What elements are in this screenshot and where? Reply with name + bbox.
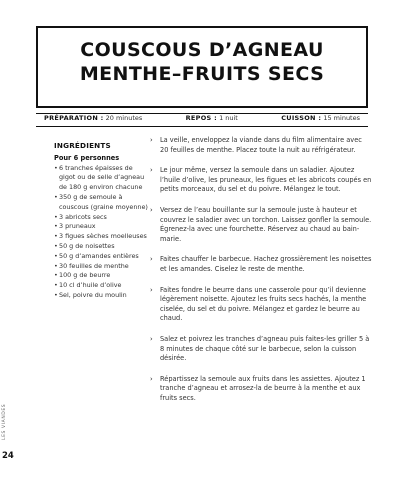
ingredient-item: • 30 feuilles de menthe xyxy=(54,262,149,272)
recipe-title-line-2: MENTHE–FRUITS SECS xyxy=(79,63,325,85)
step-item xyxy=(150,335,372,364)
step-item xyxy=(150,255,372,274)
step-arrow-icon: › xyxy=(150,334,153,343)
step-item xyxy=(150,166,372,195)
prep-time xyxy=(44,114,142,122)
title-box xyxy=(36,26,368,108)
rest-value: 1 nuit xyxy=(219,114,238,122)
step-arrow-icon: › xyxy=(150,285,153,294)
rest-label: REPOS : xyxy=(185,114,217,122)
step-text: Versez de l’eau bouillante sur la semoule juste à hauteur et couvrez le saladier avec un torchon. Laissez gonfler la semoule. Égrenez-la avec une fourchette. Réservez au chaud au bain-marie. xyxy=(160,205,372,243)
ingredient-item: • 6 tranches épaisses de gigot ou de selle d’agneau de 180 g environ chacune xyxy=(54,164,149,193)
step-arrow-icon: › xyxy=(150,255,153,264)
ingredient-item: • 50 g de noisettes xyxy=(54,242,149,252)
ingredients-panel xyxy=(54,141,149,301)
ingredient-item: • 3 abricots secs xyxy=(54,213,149,223)
step-text: Le jour même, versez la semoule dans un saladier. Ajoutez l’huile d’olive, les pruneaux, les figues et les abricots coupés en petits morceaux, du sel et du poivre. Mélangez le tout. xyxy=(160,166,372,194)
rest-time xyxy=(186,114,238,122)
page-number: 24 xyxy=(2,451,14,461)
cook-label: CUISSON : xyxy=(281,114,322,122)
ingredient-item: • 3 pruneaux xyxy=(54,222,149,232)
step-arrow-icon: › xyxy=(150,205,153,214)
ingredient-item: • Sel, poivre du moulin xyxy=(54,291,149,301)
step-item xyxy=(150,206,372,244)
ingredient-item: • 10 cl d’huile d’olive xyxy=(54,281,149,291)
prep-label: PRÉPARATION : xyxy=(44,114,104,122)
ingredient-item: • 100 g de beurre xyxy=(54,271,149,281)
step-arrow-icon: › xyxy=(150,374,153,383)
step-text: Salez et poivrez les tranches d’agneau puis faites-les griller 5 à 8 minutes de chaque côté sur le barbecue, selon la cuisson désirée. xyxy=(160,334,370,363)
ingredient-item: • 50 g d’amandes entières xyxy=(54,252,149,262)
step-text: Répartissez la semoule aux fruits dans les assiettes. Ajoutez 1 tranche d’agneau et arrosez-la de beurre à la menthe et aux fruits secs. xyxy=(160,374,366,402)
steps-panel xyxy=(150,136,372,414)
step-item xyxy=(150,136,372,155)
cook-value: 15 minutes xyxy=(323,114,360,122)
step-item xyxy=(150,286,372,324)
step-item xyxy=(150,375,372,404)
cook-time xyxy=(281,114,360,122)
step-text: Faites chauffer le barbecue. Hachez grossièrement les noisettes et les amandes. Ciselez le reste de menthe. xyxy=(160,255,372,273)
ingredient-list xyxy=(54,164,149,301)
recipe-meta xyxy=(44,114,360,122)
step-arrow-icon: › xyxy=(150,136,153,144)
step-arrow-icon: › xyxy=(150,166,153,175)
prep-value: 20 minutes xyxy=(105,114,143,122)
servings: Pour 6 personnes xyxy=(54,153,120,162)
recipe-title-line-1: COUSCOUS D’AGNEAU xyxy=(80,39,324,61)
section-label: LES VIANDES xyxy=(2,403,7,440)
meta-rule-bottom xyxy=(36,126,368,127)
ingredient-item: • 3 figues sèches moelleuses xyxy=(54,232,149,242)
ingredient-item: • 350 g de semoule à couscous (graine moyenne) xyxy=(54,193,149,213)
ingredients-title: INGRÉDIENTS xyxy=(54,141,111,150)
step-text: La veille, enveloppez la viande dans du film alimentaire avec 20 feuilles de menthe. Placez toute la nuit au réfrigérateur. xyxy=(160,136,362,154)
step-text: Faites fondre le beurre dans une casserole pour qu’il devienne légèrement noisette. Ajoutez les fruits secs hachés, la menthe ciselée, du sel et du poivre. Mélangez et gardez le beurre au chaud. xyxy=(160,285,367,323)
